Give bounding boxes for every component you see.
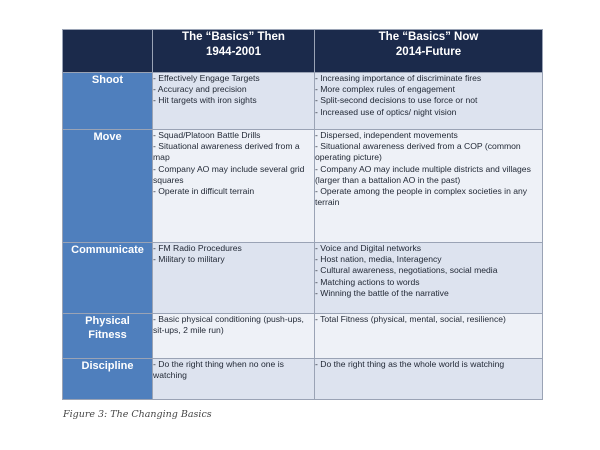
then-cell-move xyxy=(153,130,315,243)
now-cell-discipline xyxy=(315,359,543,400)
row-label-communicate xyxy=(63,243,153,314)
table-row-discipline xyxy=(63,359,543,400)
list-item: - Operate among the people in complex societies in any terrain xyxy=(315,186,528,208)
list-item: - Increased use of optics/ night vision xyxy=(315,106,457,117)
header-now xyxy=(315,30,543,73)
then-cell-communicate xyxy=(153,243,315,314)
list-item: - Winning the battle of the narrative xyxy=(315,287,449,298)
list-item: - Effectively Engage Targets xyxy=(153,73,260,83)
list-item: - Do the right thing as the whole world is watching xyxy=(315,359,505,369)
row-label-text: Communicate xyxy=(71,244,144,256)
row-label-text-line-2: Fitness xyxy=(88,329,127,341)
list-item: - More complex rules of engagement xyxy=(315,84,455,95)
row-label-physical-fitness xyxy=(63,314,153,359)
table-row-shoot xyxy=(63,73,543,130)
list-item: - Split-second decisions to use force or not xyxy=(315,95,478,106)
now-cell-move xyxy=(315,130,543,243)
header-now-title: The “Basics” Now xyxy=(378,31,479,43)
now-cell-communicate xyxy=(315,243,543,314)
row-label-shoot xyxy=(63,73,153,130)
list-item: - Operate in difficult terrain xyxy=(153,186,255,197)
now-cell-physical-fitness xyxy=(315,314,543,359)
list-item: - Voice and Digital networks xyxy=(315,243,422,253)
list-item: - Company AO may include several grid squares xyxy=(153,163,305,185)
list-item: - Matching actions to words xyxy=(315,276,420,287)
now-cell-shoot xyxy=(315,73,543,130)
header-corner-cell xyxy=(63,30,153,73)
list-item: - Total Fitness (physical, mental, social, resilience) xyxy=(315,314,506,324)
table-row-communicate xyxy=(63,243,543,314)
row-label-text-line-1: Physical xyxy=(85,315,130,327)
then-cell-discipline xyxy=(153,359,315,400)
list-item: - Situational awareness derived from a map xyxy=(153,141,300,163)
table-row-physical-fitness xyxy=(63,314,543,359)
list-item: - Basic physical conditioning (push-ups, sit-ups, 2 mile run) xyxy=(153,314,304,336)
list-item: - Squad/Platoon Battle Drills xyxy=(153,130,261,140)
list-item: - Cultural awareness, negotiations, social media xyxy=(315,265,498,276)
then-cell-shoot xyxy=(153,73,315,130)
figure-caption: Figure 3: The Changing Basics xyxy=(63,409,212,420)
row-label-text: Shoot xyxy=(91,74,124,86)
list-item: - Situational awareness derived from a COP (common operating picture) xyxy=(315,141,521,163)
row-label-text: Discipline xyxy=(81,360,134,372)
list-item: - Dispersed, independent movements xyxy=(315,130,458,140)
list-item: - Military to military xyxy=(153,254,225,265)
list-item: - Host nation, media, Interagency xyxy=(315,254,442,265)
then-cell-physical-fitness xyxy=(153,314,315,359)
header-now-years: 2014-Future xyxy=(395,46,462,58)
list-item: - Increasing importance of discriminate fires xyxy=(315,73,482,83)
table-header-row xyxy=(63,30,543,73)
header-then-title: The “Basics” Then xyxy=(182,31,285,43)
basics-comparison-table xyxy=(62,29,543,400)
list-item: - Accuracy and precision xyxy=(153,84,247,95)
header-then-years: 1944-2001 xyxy=(206,46,261,58)
list-item: - FM Radio Procedures xyxy=(153,243,242,253)
row-label-move xyxy=(63,130,153,243)
row-label-discipline xyxy=(63,359,153,400)
list-item: - Company AO may include multiple districts and villages (larger than a battalion AO in the past) xyxy=(315,163,531,185)
list-item: - Hit targets with iron sights xyxy=(153,95,257,106)
table-row-move xyxy=(63,130,543,243)
header-then xyxy=(153,30,315,73)
list-item: - Do the right thing when no one is watching xyxy=(153,359,284,381)
row-label-text: Move xyxy=(93,131,122,143)
